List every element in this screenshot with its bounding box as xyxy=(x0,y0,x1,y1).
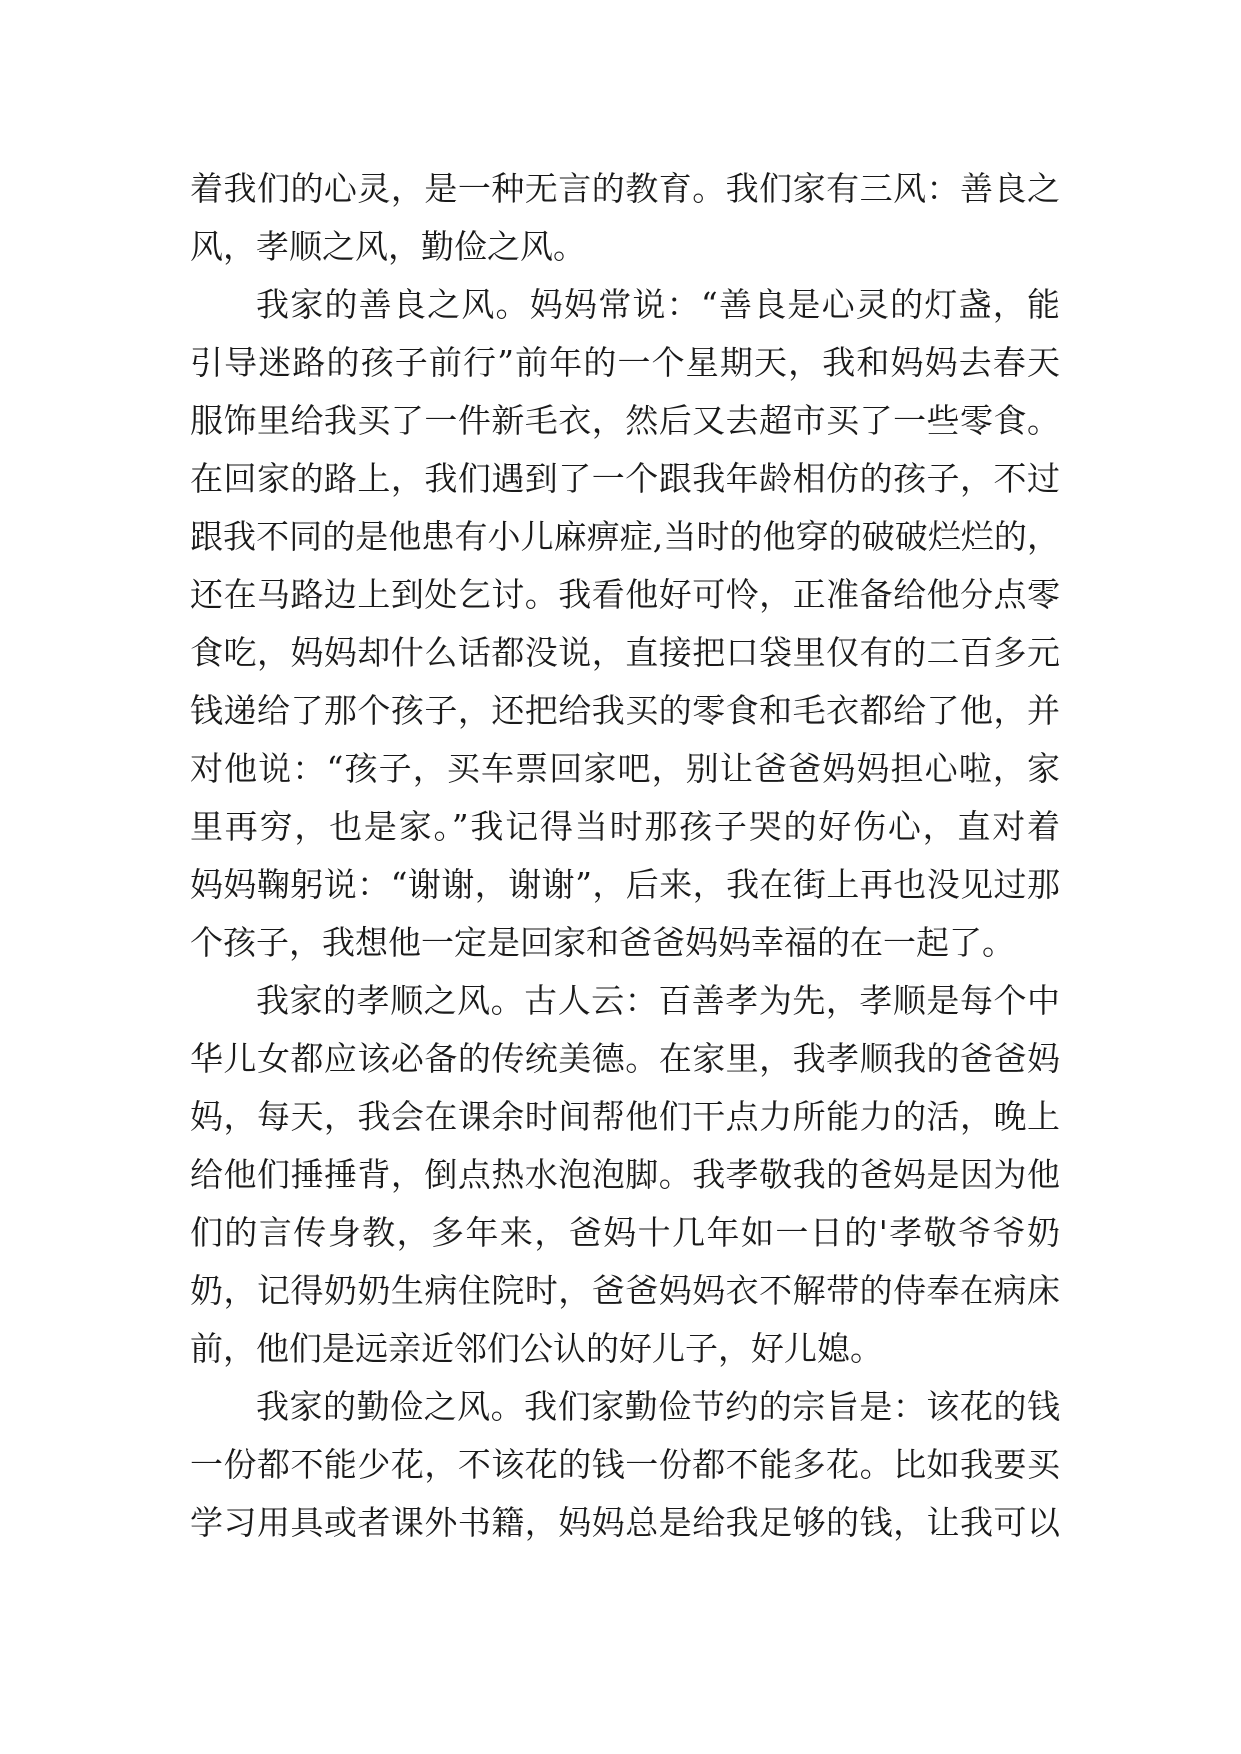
text-line: 给他们捶捶背，倒点热水泡泡脚。我孝敬我的爸妈是因为他 xyxy=(190,1155,1060,1194)
text-line: 着我们的心灵，是一种无言的教育。我们家有三风：善良之 xyxy=(190,169,1060,208)
text-line: 个孩子，我想他一定是回家和爸爸妈妈幸福的在一起了。 xyxy=(190,923,1015,962)
text-line: 我家的勤俭之风。我们家勤俭节约的宗旨是：该花的钱 xyxy=(256,1387,1060,1426)
text-line: 还在马路边上到处乞讨。我看他好可怜，正准备给他分点零 xyxy=(190,575,1060,614)
text-line: 风，孝顺之风，勤俭之风。 xyxy=(190,227,586,266)
text-line: 妈，每天，我会在课余时间帮他们干点力所能力的活，晚上 xyxy=(190,1097,1060,1136)
text-line: 服饰里给我买了一件新毛衣，然后又去超市买了一些零食。 xyxy=(190,401,1060,440)
text-line: 前，他们是远亲近邻们公认的好儿子，好儿媳。 xyxy=(190,1329,883,1368)
text-line: 奶，记得奶奶生病住院时，爸爸妈妈衣不解带的侍奉在病床 xyxy=(190,1271,1060,1310)
text-line: 里再穷，也是家。”我记得当时那孩子哭的好伤心，直对着 xyxy=(190,807,1060,846)
text-line: 食吃，妈妈却什么话都没说，直接把口袋里仅有的二百多元 xyxy=(190,633,1060,672)
text-line: 我家的孝顺之风。古人云：百善孝为先，孝顺是每个中 xyxy=(256,981,1060,1020)
text-line: 妈妈鞠躬说：“谢谢，谢谢”，后来，我在街上再也没见过那 xyxy=(190,865,1060,904)
essay-body xyxy=(190,160,1060,1552)
text-line: 钱递给了那个孩子，还把给我买的零食和毛衣都给了他，并 xyxy=(190,691,1060,730)
text-line: 们的言传身教，多年来，爸妈十几年如一日的'孝敬爷爷奶 xyxy=(190,1213,1060,1252)
text-line: 跟我不同的是他患有小儿麻痹症,当时的他穿的破破烂烂的， xyxy=(190,517,1060,556)
text-line: 引导迷路的孩子前行”前年的一个星期天，我和妈妈去春天 xyxy=(190,343,1060,382)
text-line: 在回家的路上，我们遇到了一个跟我年龄相仿的孩子，不过 xyxy=(190,459,1060,498)
text-line: 一份都不能少花，不该花的钱一份都不能多花。比如我要买 xyxy=(190,1445,1060,1484)
text-line: 华儿女都应该必备的传统美德。在家里，我孝顺我的爸爸妈 xyxy=(190,1039,1060,1078)
text-line: 我家的善良之风。妈妈常说：“善良是心灵的灯盏，能 xyxy=(256,285,1060,324)
text-line: 对他说：“孩子，买车票回家吧，别让爸爸妈妈担心啦，家 xyxy=(190,749,1060,788)
text-line: 学习用具或者课外书籍，妈妈总是给我足够的钱，让我可以 xyxy=(190,1503,1060,1542)
